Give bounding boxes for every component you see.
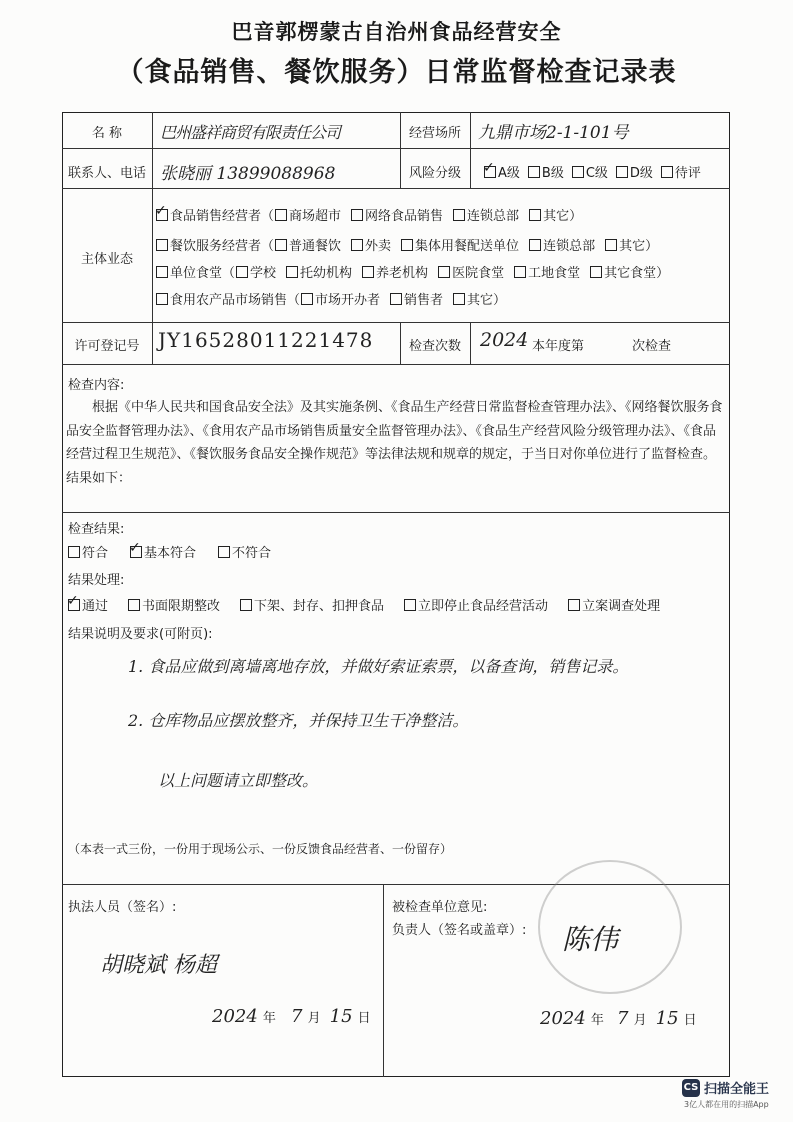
- contact-value: 张晓丽 13899088968: [160, 164, 336, 184]
- checkbox-icon[interactable]: [528, 166, 540, 178]
- checkbox-option[interactable]: [568, 599, 660, 614]
- checkbox-option[interactable]: [351, 239, 391, 254]
- business-line: [156, 289, 516, 308]
- remarks-label: 结果说明及要求(可附页):: [68, 627, 213, 642]
- unit-date-year: 2024: [540, 1008, 586, 1029]
- row-divider: [62, 512, 730, 513]
- col-divider: [383, 884, 384, 1077]
- row-divider: [62, 148, 730, 149]
- checkbox-option[interactable]: [156, 239, 274, 254]
- checkbox-icon[interactable]: [484, 166, 496, 178]
- checkbox-label: 网络食品销售: [365, 209, 444, 224]
- checkbox-option[interactable]: [453, 293, 506, 308]
- content-label: 检查内容:: [68, 378, 125, 393]
- checkbox-label: 医院食堂: [452, 266, 505, 281]
- officer-label: 执法人员（签名）:: [68, 900, 177, 915]
- checkbox-option[interactable]: [404, 599, 548, 614]
- checkbox-label: 下架、封存、扣押食品: [254, 599, 385, 614]
- checkbox-label: 其它）: [467, 293, 507, 308]
- checkbox-label: 不符合: [232, 546, 272, 561]
- checkbox-option[interactable]: [156, 209, 274, 224]
- checkbox-option[interactable]: [529, 209, 582, 224]
- checkbox-icon[interactable]: [218, 546, 230, 558]
- checkbox-option[interactable]: [572, 166, 608, 181]
- name-label: 名 称: [91, 126, 123, 141]
- risk-options: [484, 162, 709, 181]
- title-line2: （食品销售、餐饮服务）日常监督检查记录表: [116, 57, 677, 88]
- checkbox-label: 连锁总部: [543, 239, 596, 254]
- checkbox-label: 通过: [82, 599, 109, 614]
- count-label: 检查次数: [408, 339, 461, 354]
- officer-date: [212, 1006, 371, 1027]
- checkbox-icon[interactable]: [453, 209, 465, 221]
- checkbox-icon[interactable]: [68, 599, 80, 611]
- checkbox-option[interactable]: [401, 239, 519, 254]
- checkbox-icon[interactable]: [128, 599, 140, 611]
- address-label: 经营场所: [408, 126, 461, 141]
- checkbox-option[interactable]: [128, 599, 220, 614]
- checkbox-label: 书面限期整改: [142, 599, 221, 614]
- handling-options: [68, 595, 680, 614]
- contact-label: 联系人、电话: [67, 166, 146, 181]
- checkbox-icon[interactable]: [156, 209, 168, 221]
- officer-names: 胡晓斌 杨超: [100, 953, 217, 978]
- checkbox-icon[interactable]: [514, 266, 526, 278]
- col-divider: [152, 112, 153, 364]
- checkbox-label: 托幼机构: [300, 266, 353, 281]
- checkbox-option[interactable]: [156, 266, 235, 281]
- row-divider: [62, 188, 730, 189]
- content-text: 根据《中华人民共和国食品安全法》及其实施条例、《食品生产经营日常监督检查管理办法》、《网络餐饮服务食品安全监督管理办法》、《食用农产品市场销售质量安全监督管理办法》、《食品生产经营风险分级管理办法》、《食品经营过程卫生规范》、《餐饮服务食品安全操作规范》等法律法规和规章的规定，于当日对你单位进行了监督检查。结果如下：: [66, 400, 723, 486]
- checkbox-icon[interactable]: [568, 599, 580, 611]
- checkbox-icon[interactable]: [529, 239, 541, 251]
- checkbox-icon[interactable]: [351, 209, 363, 221]
- business-line: [156, 262, 679, 281]
- checkbox-option[interactable]: [275, 209, 341, 224]
- checkbox-option[interactable]: [236, 266, 276, 281]
- checkbox-option[interactable]: [438, 266, 504, 281]
- remark-line-3: 以上问题请立即整改。: [158, 771, 319, 790]
- address-value: 九鼎市场2-1-101号: [478, 123, 629, 143]
- checkbox-label: 集体用餐配送单位: [415, 239, 520, 254]
- checkbox-option[interactable]: [156, 293, 300, 308]
- checkbox-icon[interactable]: [286, 266, 298, 278]
- count-year: 2024: [480, 329, 529, 351]
- officer-date-year: 2024: [212, 1006, 258, 1027]
- checkbox-label: 养老机构: [376, 266, 429, 281]
- checkbox-icon[interactable]: [404, 599, 416, 611]
- checkbox-option[interactable]: [605, 239, 658, 254]
- checkbox-label: C级: [585, 166, 608, 181]
- checkbox-label: 学校: [250, 266, 277, 281]
- business-line: [156, 205, 592, 224]
- license-value: JY16528011221478: [158, 328, 374, 352]
- checkbox-label: 符合: [82, 546, 109, 561]
- officer-date-day-unit: 日: [357, 1011, 371, 1026]
- checkbox-icon[interactable]: [156, 266, 168, 278]
- checkbox-option[interactable]: [240, 599, 384, 614]
- checkbox-icon[interactable]: [438, 266, 450, 278]
- checkbox-label: D级: [629, 166, 653, 181]
- business-label: 主体业态: [80, 252, 133, 267]
- responsible-name: 陈伟: [562, 923, 619, 956]
- unit-date: [540, 1008, 697, 1029]
- checkbox-option[interactable]: [351, 209, 443, 224]
- checkbox-label: 待评: [674, 166, 701, 181]
- license-label: 许可登记号: [74, 339, 140, 354]
- copies-note: （本表一式三份，一份用于现场公示、一份反馈食品经营者、一份留存）: [68, 842, 453, 856]
- checkbox-option[interactable]: [130, 546, 196, 561]
- checkbox-label: 基本符合: [144, 546, 197, 561]
- checkbox-option[interactable]: [68, 546, 108, 561]
- checkbox-icon[interactable]: [130, 546, 142, 558]
- row-divider: [62, 322, 730, 323]
- col-divider: [470, 322, 471, 364]
- checkbox-option[interactable]: [68, 599, 108, 614]
- checkbox-label: 商场超市: [289, 209, 342, 224]
- checkbox-icon[interactable]: [572, 166, 584, 178]
- checkbox-option[interactable]: [514, 266, 580, 281]
- checkbox-icon[interactable]: [275, 239, 287, 251]
- unit-date-month: 7: [617, 1008, 629, 1029]
- officer-date-month: 7: [291, 1006, 303, 1027]
- remark-line-2: 2. 仓库物品应摆放整齐，并保持卫生干净整洁。: [128, 711, 469, 730]
- camscanner-tagline: 3亿人都在用的扫描App: [684, 1100, 769, 1109]
- checkbox-label: 普通餐饮: [289, 239, 342, 254]
- checkbox-icon[interactable]: [390, 293, 402, 305]
- checkbox-label: 外卖: [365, 239, 392, 254]
- camscanner-name: 扫描全能王: [704, 1082, 770, 1097]
- result-label: 检查结果:: [68, 522, 125, 537]
- risk-label: 风险分级: [408, 166, 461, 181]
- checkbox-option[interactable]: [275, 239, 341, 254]
- camscanner-logo-icon: CS: [682, 1079, 700, 1097]
- officer-date-month-unit: 月: [307, 1011, 321, 1026]
- checkbox-option[interactable]: [362, 266, 428, 281]
- responsible-label: 负责人（签名或盖章）:: [392, 923, 527, 938]
- checkbox-label: A级: [498, 166, 520, 181]
- checkbox-label: 单位食堂（: [170, 266, 236, 281]
- checkbox-icon[interactable]: [605, 239, 617, 251]
- checkbox-label: 其它）: [619, 239, 659, 254]
- unit-opinion-label: 被检查单位意见:: [392, 900, 488, 915]
- result-options: [68, 542, 293, 561]
- handling-label: 结果处理:: [68, 573, 125, 588]
- checkbox-label: 工地食堂: [528, 266, 581, 281]
- checkbox-label: 其它食堂）: [604, 266, 670, 281]
- officer-date-day: 15: [329, 1006, 353, 1027]
- checkbox-option[interactable]: [661, 166, 701, 181]
- count-text-1: 本年度第: [532, 339, 585, 354]
- checkbox-icon[interactable]: [240, 599, 252, 611]
- checkbox-icon[interactable]: [301, 293, 313, 305]
- checkbox-icon[interactable]: [401, 239, 413, 251]
- checkbox-label: B级: [541, 166, 564, 181]
- checkbox-option[interactable]: [301, 293, 380, 308]
- checkbox-icon[interactable]: [68, 546, 80, 558]
- checkbox-icon[interactable]: [362, 266, 374, 278]
- checkbox-label: 立案调查处理: [582, 599, 661, 614]
- checkbox-icon[interactable]: [156, 293, 168, 305]
- checkbox-option[interactable]: [390, 293, 443, 308]
- remark-line-1: 1. 食品应做到离墙离地存放，并做好索证索票，以备查询，销售记录。: [128, 657, 629, 676]
- unit-date-day-unit: 日: [683, 1013, 697, 1028]
- checkbox-label: 立即停止食品经营活动: [418, 599, 549, 614]
- officer-date-year-unit: 年: [262, 1011, 276, 1026]
- unit-date-day: 15: [655, 1008, 679, 1029]
- checkbox-label: 销售者: [404, 293, 444, 308]
- checkbox-label: 食品销售经营者（: [170, 209, 275, 224]
- unit-date-month-unit: 月: [633, 1013, 647, 1028]
- count-text-2: 次检查: [632, 339, 672, 354]
- checkbox-option[interactable]: [484, 166, 520, 181]
- checkbox-icon[interactable]: [236, 266, 248, 278]
- checkbox-icon[interactable]: [453, 293, 465, 305]
- checkbox-icon[interactable]: [616, 166, 628, 178]
- checkbox-icon[interactable]: [529, 209, 541, 221]
- unit-date-year-unit: 年: [590, 1013, 604, 1028]
- checkbox-option[interactable]: [528, 166, 564, 181]
- col-divider: [470, 112, 471, 188]
- checkbox-option[interactable]: [529, 239, 595, 254]
- checkbox-option[interactable]: [453, 209, 519, 224]
- name-value: 巴州盛祥商贸有限责任公司: [160, 123, 341, 142]
- checkbox-icon[interactable]: [156, 239, 168, 251]
- checkbox-option[interactable]: [286, 266, 352, 281]
- checkbox-option[interactable]: [218, 546, 271, 561]
- checkbox-icon[interactable]: [351, 239, 363, 251]
- checkbox-icon[interactable]: [661, 166, 673, 178]
- checkbox-label: 连锁总部: [467, 209, 520, 224]
- checkbox-label: 食用农产品市场销售（: [170, 293, 301, 308]
- checkbox-option[interactable]: [616, 166, 653, 181]
- business-line: [156, 235, 668, 254]
- checkbox-option[interactable]: [590, 266, 669, 281]
- title-line1: 巴音郭楞蒙古自治州食品经营安全: [231, 20, 562, 44]
- checkbox-label: 餐饮服务经营者（: [170, 239, 275, 254]
- checkbox-label: 市场开办者: [315, 293, 381, 308]
- checkbox-label: 其它）: [543, 209, 583, 224]
- row-divider: [62, 364, 730, 365]
- checkbox-icon[interactable]: [590, 266, 602, 278]
- checkbox-icon[interactable]: [275, 209, 287, 221]
